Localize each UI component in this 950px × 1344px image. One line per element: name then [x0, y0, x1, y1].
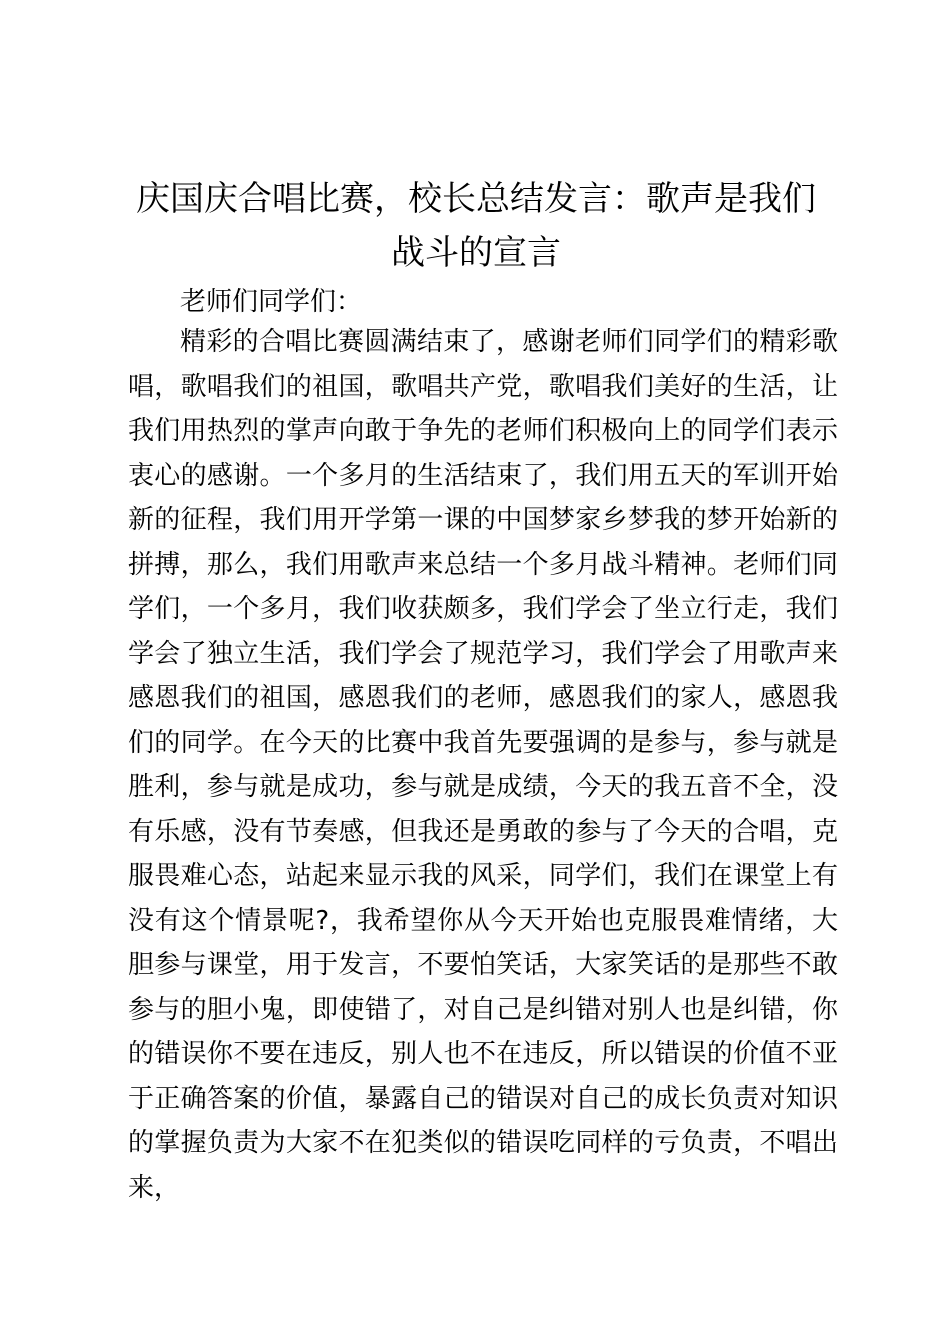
body-paragraph: 精彩的合唱比赛圆满结束了，感谢老师们同学们的精彩歌唱，歌唱我们的祖国，歌唱共产党，歌唱我们美好的生活，让我们用热烈的掌声向敢于争先的老师们积极向上的同学们表示衷心的感谢。一个多月的生活结束了，我们用五天的军训开始新的征程，我们用开学第一课的中国梦家乡梦我的梦开始新的拼搏，那么，我们用歌声来总结一个多月战斗精神。老师们同学们，一个多月，我们收获颇多，我们学会了坐立行走，我们学会了独立生活，我们学会了规范学习，我们学会了用歌声来感恩我们的祖国，感恩我们的老师，感恩我们的家人，感恩我们的同学。在今天的比赛中我首先要强调的是参与，参与就是胜利，参与就是成功，参与就是成绩，今天的我五音不全，没有乐感，没有节奏感，但我还是勇敢的参与了今天的合唱，克服畏难心态，站起来显示我的风采，同学们，我们在课堂上有没有这个情景呢?，我希望你从今天开始也克服畏难情绪，大胆参与课堂，用于发言，不要怕笑话，大家笑话的是那些不敢参与的胆小鬼，即使错了，对自己是纠错对别人也是纠错，你的错误你不要在违反，别人也不在违反，所以错误的价值不亚于正确答案的价值，暴露自己的错误对自己的成长负责对知识的掌握负责为大家不在犯类似的错误吃同样的亏负责，不唱出来，	[128, 327, 838, 1203]
greeting-line: 老师们同学们：	[180, 287, 363, 317]
document-title: 庆国庆合唱比赛，校长总结发言：歌声是我们战斗的宣言	[136, 179, 816, 273]
